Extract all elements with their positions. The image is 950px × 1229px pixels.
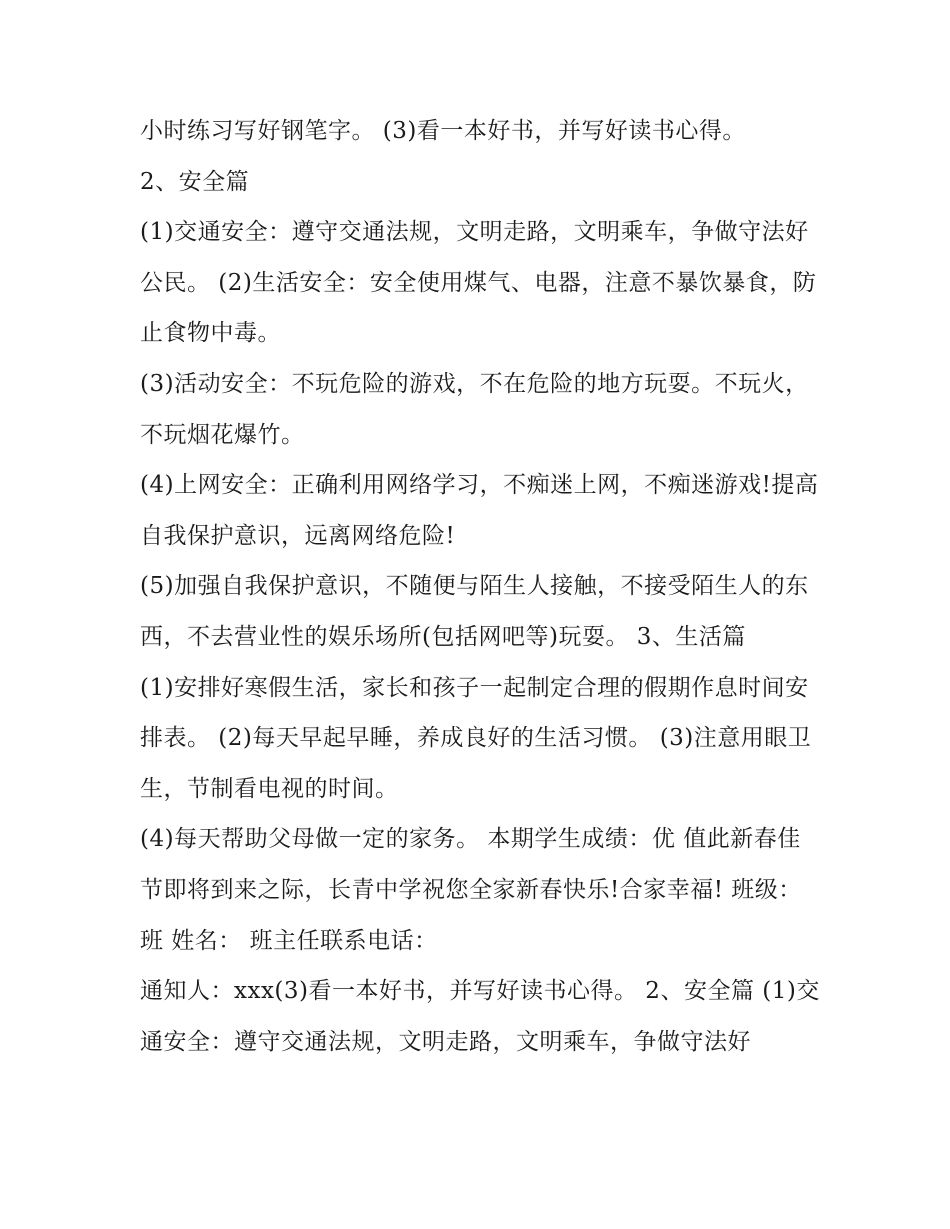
paragraph-housework-greeting: (4)每天帮助父母做一定的家务。 本期学生成绩：优 值此新春佳节即将到来之际，长青中学祝您全家新春快乐!合家幸福! 班级： 班 姓名： 班主任联系电话： — [140, 826, 802, 954]
paragraph-internet-safety: (4)上网安全：正确利用网络学习，不痴迷上网，不痴迷游戏!提高自我保护意识，远离网络危险! — [140, 472, 819, 549]
paragraph-study-note: 小时练习写好钢笔字。 (3)看一本好书，并写好读书心得。 — [140, 118, 746, 144]
heading-safety-section: 2、安全篇 — [140, 168, 250, 195]
paragraph-self-protection: (5)加强自我保护意识，不随便与陌生人接触，不接受陌生人的东西，不去营业性的娱乐场所(包括网吧等)玩耍。 3、生活篇 — [140, 573, 809, 650]
paragraph-activity-safety: (3)活动安全：不玩危险的游戏，不在危险的地方玩耍。不玩火，不玩烟花爆竹。 — [140, 370, 809, 448]
document-body — [140, 106, 820, 1067]
paragraph-traffic-life-safety: (1)交通安全：遵守交通法规，文明走路，文明乘车，争做守法好公民。 (2)生活安全：安全使用煤气、电器，注意不暴饮暴食，防止食物中毒。 — [140, 219, 817, 347]
paragraph-winter-routine: (1)安排好寒假生活，家长和孩子一起制定合理的假期作息时间安排表。 (2)每天早起早睡，养成良好的生活习惯。 (3)注意用眼卫生，节制看电视的时间。 — [140, 674, 812, 802]
paragraph-notifier: 通知人：xxx(3)看一本好书，并写好读书心得。 2、安全篇 (1)交通安全：遵守交通法规，文明走路，文明乘车，争做守法好 — [140, 978, 820, 1055]
